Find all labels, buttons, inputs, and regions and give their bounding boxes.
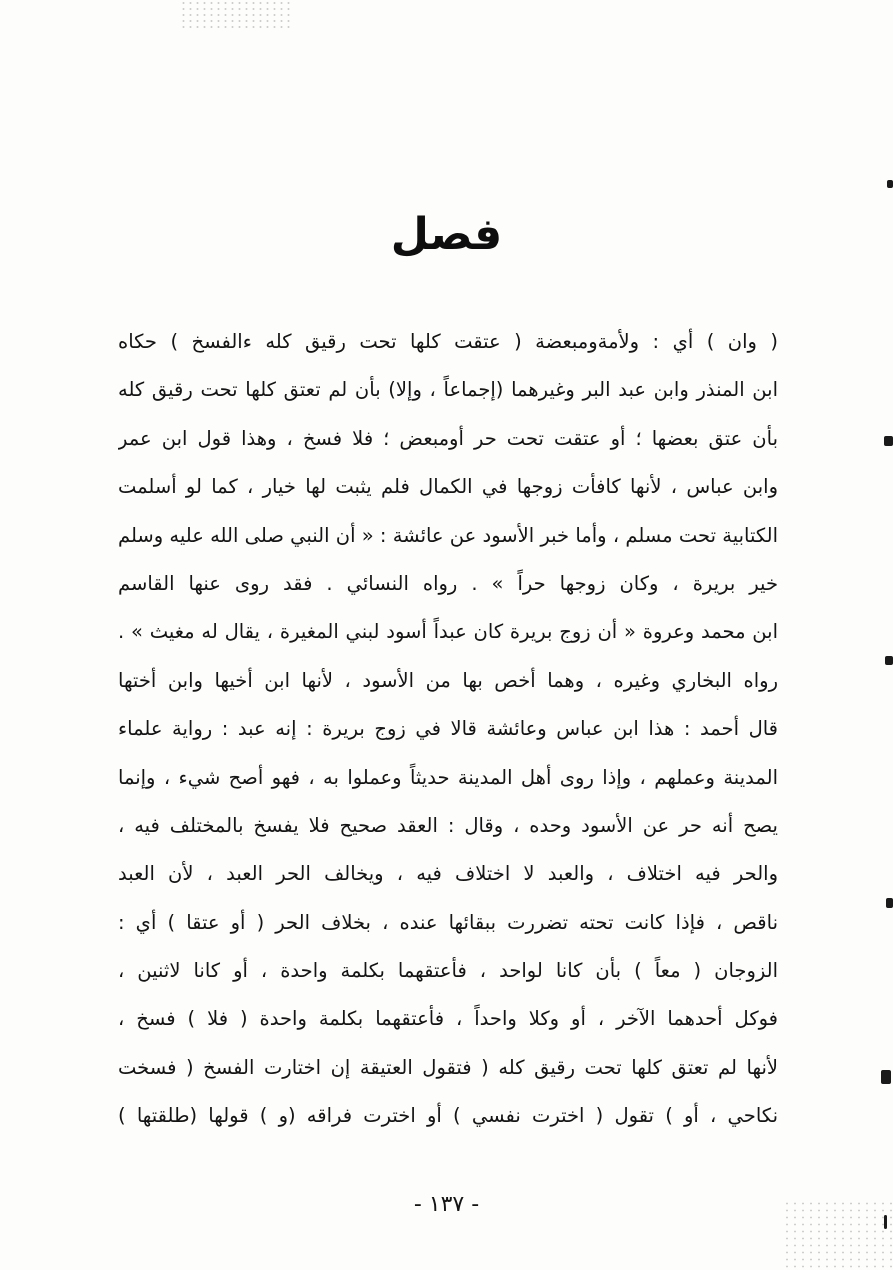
text-line: المدينة وعملهم ، وإذا روى أهل المدينة حديثاً وعملوا به ، فهو أصح شيء ، وإنما (118, 765, 778, 789)
text-line: خير بريرة ، وكان زوجها حراً » . رواه النسائي . فقد روى عنها القاسم (118, 571, 778, 595)
scan-mark (881, 1070, 891, 1084)
text-line: وابن عباس ، لأنها كافأت زوجها في الكمال فلم يثبت لها خيار ، كما لو أسلمت (118, 475, 778, 499)
text-line: الكتابية تحت مسلم ، وأما خبر الأسود عن عائشة : « أن النبي صلى الله عليه وسلم (118, 523, 778, 547)
scan-mark (886, 898, 893, 908)
body-text (118, 318, 778, 1141)
text-line: لأنها لم تعتق كلها تحت رقيق كله ( فتقول العتيقة إن اختارت الفسخ ( فسخت (118, 1055, 778, 1079)
text-line: ناقص ، فإذا كانت تحته تضررت ببقائها عنده ، بخلاف الحر ( أو عتقا ) أي : (118, 910, 778, 934)
text-line: يصح أنه حر عن الأسود وحده ، وقال : العقد صحيح فلا يفسخ بالمختلف فيه ، (118, 813, 778, 837)
text-line: رواه البخاري وغيره ، وهما أخص بها من الأسود ، لأنها ابن أخيها وابن أختها (118, 668, 778, 692)
text-line: نكاحي ، أو ) تقول ( اخترت نفسي ) أو اخترت فراقه (و ) قولها (طلقتها ) (118, 1104, 778, 1128)
text-line: ابن محمد وعروة « أن زوج بريرة كان عبداً أسود لبني المغيرة ، يقال له مغيث » . (118, 620, 778, 644)
page-number: - ١٣٧ - (413, 1192, 480, 1217)
scan-mark (884, 436, 893, 446)
text-line: بأن عتق بعضها ؛ أو عتقت تحت حر أومبعض ؛ فلا فسخ ، وهذا قول ابن عمر (118, 426, 778, 450)
text-line: ( وان ) أي : ولأمةومبعضة ( عتقت كلها تحت رقيق كله ءالفسخ ) حكاه (118, 330, 778, 353)
scan-noise-top (180, 0, 290, 30)
text-line: الزوجان ( معاً ) بأن كانا لواحد ، فأعتقهما بكلمة واحدة ، أو كانا لاثنين ، (118, 959, 778, 983)
text-line: ابن المنذر وابن عبد البر وغيرهما (إجماعاً ، وإلا) بأن لم تعتق كلها تحت رقيق كله (118, 378, 778, 402)
text-line: والحر فيه اختلاف ، والعبد لا اختلاف فيه ، ويخالف الحر العبد ، لأن العبد (118, 862, 778, 886)
scan-mark (887, 180, 893, 188)
text-line: قال أحمد : هذا ابن عباس وعائشة قالا في زوج بريرة : إنه عبد : رواية علماء (118, 717, 778, 741)
section-heading: فصل (390, 209, 503, 260)
text-line: فوكل أحدهما الآخر ، أو وكلا واحداً ، فأعتقهما بكلمة واحدة ( فلا ) فسخ ، (118, 1007, 778, 1031)
scan-mark (885, 656, 893, 665)
